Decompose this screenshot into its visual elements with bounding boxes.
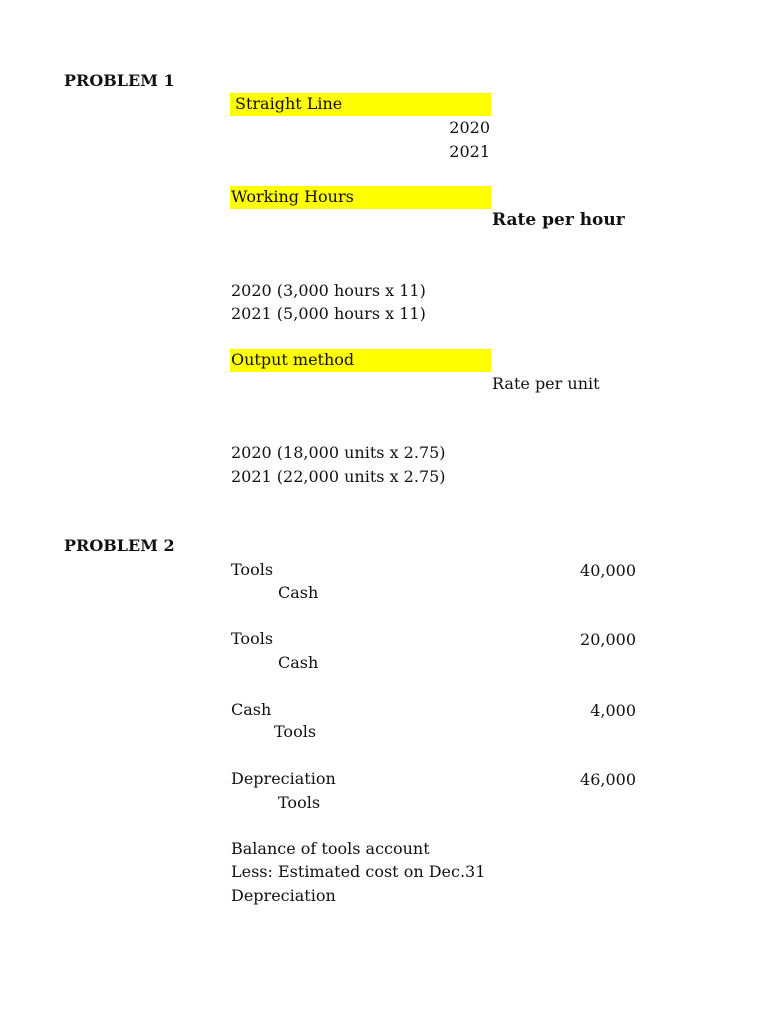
entry-amount: 20,000	[580, 630, 636, 649]
problem1-heading: PROBLEM 1	[64, 71, 175, 90]
straight-line-label: Straight Line	[235, 94, 343, 113]
working-hours-line-2020: 2020 (3,000 hours x 11)	[231, 281, 426, 300]
output-method-line-2021: 2021 (22,000 units x 2.75)	[231, 467, 446, 486]
straight-line-year-2021: 2021	[449, 142, 490, 161]
entry-debit-account: Tools	[231, 629, 274, 648]
rate-per-unit-label: Rate per unit	[492, 374, 600, 393]
entry-credit-account: Tools	[274, 722, 317, 741]
entry-debit-account: Depreciation	[231, 769, 336, 788]
working-hours-highlight	[230, 186, 491, 209]
summary-depreciation-line: Depreciation	[231, 886, 336, 905]
output-method-line-2020: 2020 (18,000 units x 2.75)	[231, 443, 446, 462]
entry-amount: 4,000	[590, 701, 636, 720]
entry-credit-account: Cash	[278, 583, 319, 602]
problem2-heading: PROBLEM 2	[64, 536, 175, 555]
working-hours-label: Working Hours	[231, 187, 354, 206]
rate-per-hour-label: Rate per hour	[492, 210, 625, 230]
output-method-highlight	[230, 349, 491, 372]
output-method-label: Output method	[231, 350, 355, 369]
straight-line-highlight	[230, 93, 491, 116]
entry-debit-account: Cash	[231, 700, 272, 719]
summary-less-estimated-line: Less: Estimated cost on Dec.31	[231, 862, 486, 881]
entry-amount: 46,000	[580, 770, 636, 789]
entry-debit-account: Tools	[231, 560, 274, 579]
summary-balance-line: Balance of tools account	[231, 839, 430, 858]
straight-line-year-2020: 2020	[449, 118, 490, 137]
entry-amount: 40,000	[580, 561, 636, 580]
entry-credit-account: Cash	[278, 653, 319, 672]
entry-credit-account: Tools	[278, 793, 321, 812]
working-hours-line-2021: 2021 (5,000 hours x 11)	[231, 304, 426, 323]
